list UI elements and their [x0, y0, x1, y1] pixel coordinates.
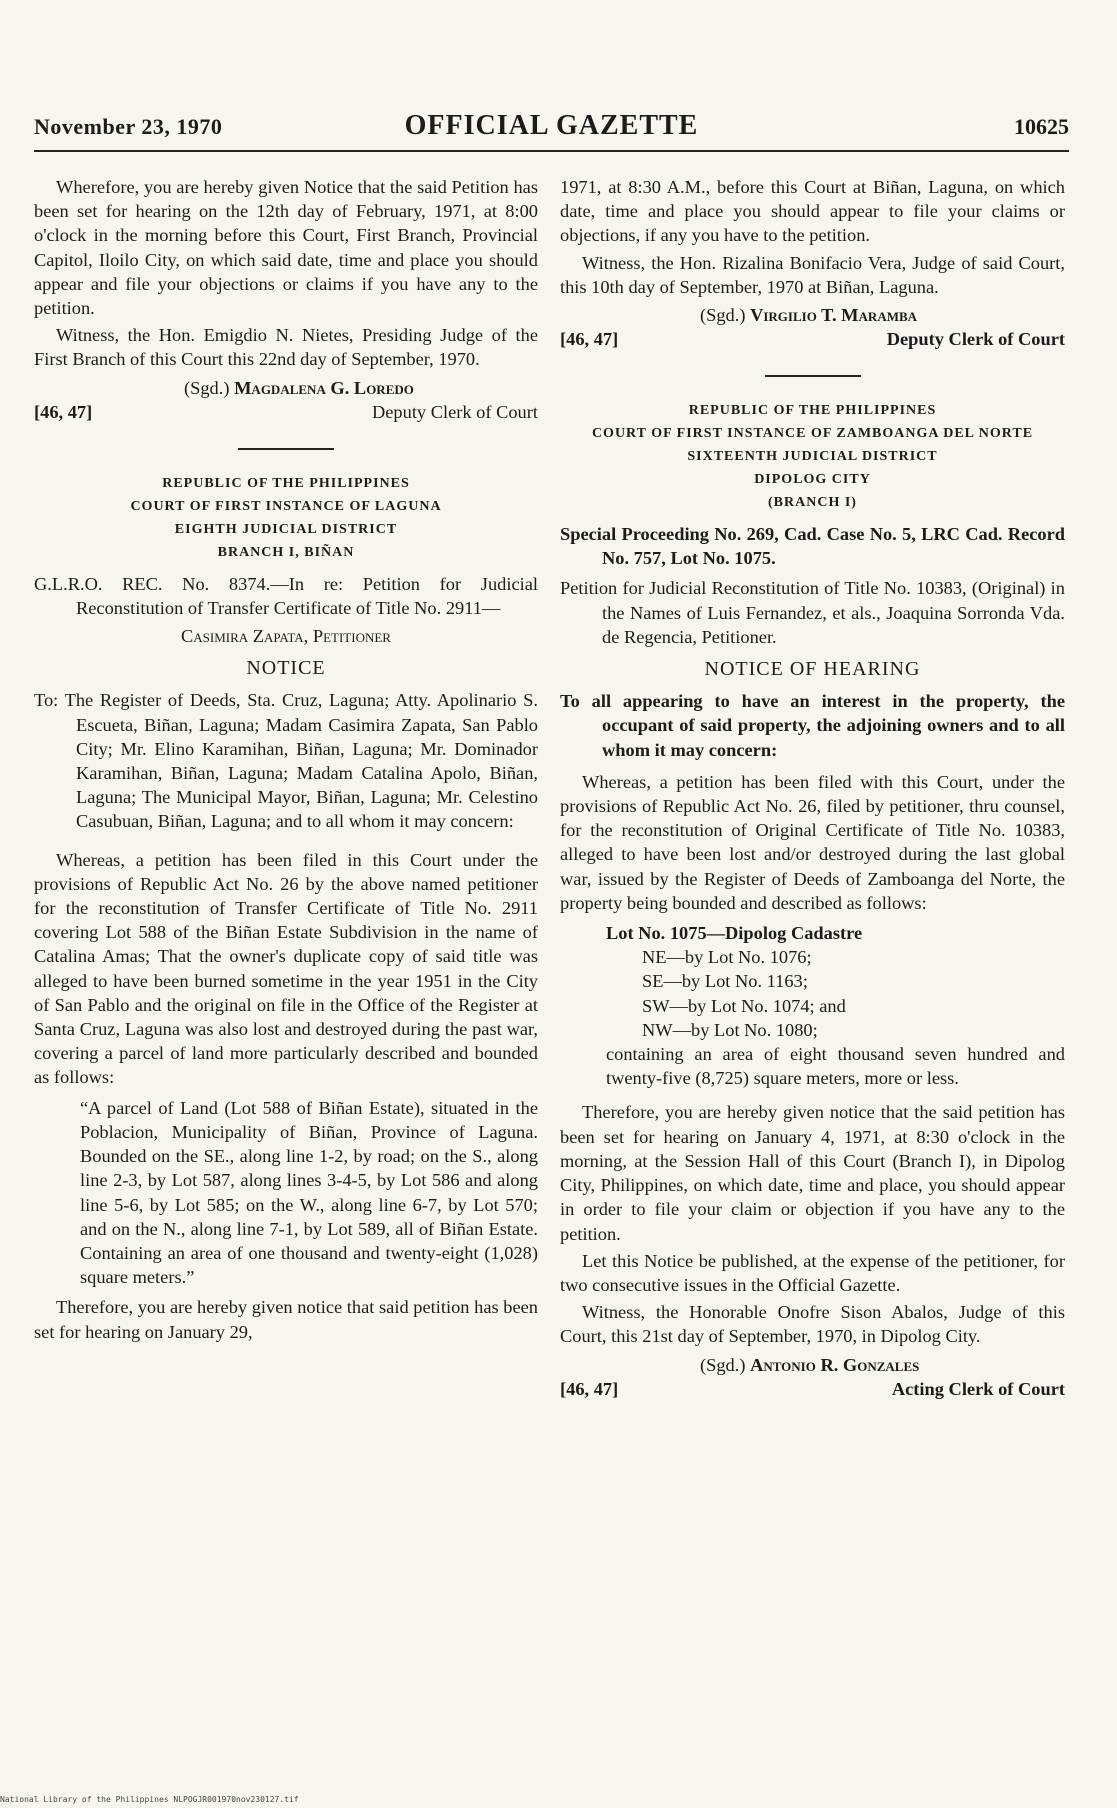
- signature-block: [34, 376, 538, 424]
- addressees: To: The Register of Deeds, Sta. Cruz, Laguna; Atty. Apolinario S. Escueta, Biñan, Laguna; Madam Casimira Zapata, San Pablo City; Mr. Elino Karamihan, Biñan, Laguna; Mr. Dominador Karamihan, Biñan, Laguna; Madam Catalina Apolo, Biñan, Laguna; The Municipal Mayor, Biñan, Laguna; Mr. Celestino Casubuan, Biñan, Laguna; and to all whom it may concern:: [34, 690, 538, 832]
- lot-bound: NW—by Lot No. 1080;: [642, 1019, 818, 1040]
- signatory-name: Antonio R. Gonzales: [750, 1354, 920, 1375]
- publication-paragraph: Let this Notice be published, at the expense of the petitioner, for two consecutive issues in the Official Gazette.: [560, 1250, 1065, 1295]
- lot-heading: Lot No. 1075—Dipolog Cadastre: [606, 923, 863, 944]
- court-line: DIPOLOG CITY: [754, 472, 871, 488]
- lot-bound: SW—by Lot No. 1074; and: [642, 995, 846, 1016]
- court-line: COURT OF FIRST INSTANCE OF ZAMBOANGA DEL NORTE: [591, 426, 1034, 442]
- signature-line: [184, 376, 414, 400]
- signatory-title: Deputy Clerk of Court: [886, 329, 1065, 350]
- signature-block: [560, 1353, 1065, 1401]
- court-line: REPUBLIC OF THE PHILIPPINES: [162, 475, 410, 491]
- signature-line: [700, 1353, 919, 1377]
- court-line: BRANCH I, BIÑAN: [217, 544, 355, 560]
- signatory-name: Virgilio T. Maramba: [750, 305, 918, 326]
- whereas-paragraph: Whereas, a petition has been filed in this Court under the provisions of Republic Act No. 26 by the above named petitioner for the reconstitution of Transfer Certificate of Title No. 2911 covering Lot 588 of the Biñan Estate Subdivision in the name of Catalina Amas; That the owner's duplicate copy of said title was alleged to have been burned sometime in the year 1951 in the City of San Pablo and the original on file in the Office of the Register at Santa Cruz, Laguna was also lost and destroyed during the past war, covering a parcel of land more particularly described and bounded as follows:: [34, 849, 538, 1088]
- lot-bound: SE—by Lot No. 1163;: [642, 971, 808, 992]
- sgd-label: (Sgd.): [700, 1354, 746, 1375]
- court-heading: [34, 472, 538, 564]
- lot-description: [560, 921, 1065, 1090]
- therefore-paragraph: Therefore, you are hereby given notice that said petition has been set for hearing on January 29,: [34, 1297, 538, 1342]
- right-column: [560, 175, 1065, 1401]
- notice-title: NOTICE OF HEARING: [704, 658, 921, 681]
- signatory-name: Magdalena G. Loredo: [234, 377, 414, 398]
- signatory-title: Deputy Clerk of Court: [371, 401, 538, 422]
- section-divider: [765, 375, 861, 377]
- section-divider: [238, 448, 334, 450]
- addressees: To all appearing to have an interest in the property, the occupant of said property, the adjoining owners and to all whom it may concern:: [560, 691, 1065, 760]
- special-proceeding: Special Proceeding No. 269, Cad. Case No. 5, LRC Cad. Record No. 757, Lot No. 1075.: [560, 524, 1065, 569]
- notice-title: NOTICE: [246, 657, 326, 680]
- court-line: SIXTEENTH JUDICIAL DISTRICT: [687, 449, 938, 465]
- header-rule: [34, 150, 1069, 152]
- scan-footer: National Library of the Philippines NLPOGJR001970nov230127.tif: [0, 1795, 299, 1804]
- continued-paragraph: 1971, at 8:30 A.M., before this Court at Biñan, Laguna, on which date, time and place you should appear to file your claims or objections, if any you have to the petition.: [560, 177, 1065, 246]
- page-number: 10625: [1014, 114, 1069, 139]
- signature-line: [700, 303, 917, 327]
- witness-paragraph: Witness, the Honorable Onofre Sison Abalos, Judge of this Court, this 21st day of September, 1970, in Dipolog City.: [560, 1302, 1065, 1347]
- sgd-label: (Sgd.): [700, 305, 746, 326]
- case-reference: G.L.R.O. REC. No. 8374.—In re: Petition for Judicial Reconstitution of Transfer Certificate of Title No. 2911—: [34, 573, 538, 618]
- whereas-paragraph: Whereas, a petition has been filed with this Court, under the provisions of Republic Act No. 26, filed by petitioner, thru counsel, for the reconstitution of Original Certificate of Title No. 10383, alleged to have been lost and/or destroyed during the last global war, issued by the Register of Deeds of Zamboanga del Norte, the property being bounded and described as follows:: [560, 771, 1065, 913]
- court-heading: [560, 399, 1065, 514]
- sgd-label: (Sgd.): [184, 377, 230, 398]
- therefore-paragraph: Therefore, you are hereby given notice that the said petition has been set for hearing on January 4, 1971, at 8:30 o'clock in the morning, at the Session Hall of this Court (Branch I), in Dipolog City, Philippines, on which date, time and place, you should appear in order to file your claim or objection if you have any to the petition.: [560, 1102, 1065, 1244]
- left-column: [34, 175, 538, 1347]
- issue-ref: [46, 47]: [560, 1378, 619, 1399]
- court-line: EIGHTH JUDICIAL DISTRICT: [174, 521, 398, 537]
- court-line: (BRANCH I): [768, 495, 857, 511]
- witness-paragraph: Witness, the Hon. Rizalina Bonifacio Vera, Judge of said Court, this 10th day of September, 1970 at Biñan, Laguna.: [560, 252, 1065, 297]
- signatory-title: Acting Clerk of Court: [891, 1378, 1065, 1399]
- witness-paragraph: Witness, the Hon. Emigdio N. Nietes, Presiding Judge of the First Branch of this Court this 22nd day of September, 1970.: [34, 325, 538, 370]
- page-header: [34, 110, 1069, 146]
- issue-ref: [46, 47]: [560, 329, 619, 350]
- lot-bound: NE—by Lot No. 1076;: [642, 947, 812, 968]
- issue-ref: [46, 47]: [34, 401, 93, 422]
- wherefore-paragraph: Wherefore, you are hereby given Notice that the said Petition has been set for hearing on the 12th day of February, 1971, at 8:00 o'clock in the morning before this Court, First Branch, Provincial Capitol, Iloilo City, on which said date, time and place you should appear and file your objections or claims if you have any to the petition.: [34, 177, 538, 319]
- lot-area: containing an area of eight thousand seven hundred and twenty-five (8,725) square meters, more or less.: [606, 1044, 1065, 1089]
- petition-title: Petition for Judicial Reconstitution of Title No. 10383, (Original) in the Names of Luis Fernandez, et als., Joaquina Sorronda Vda. de Regencia, Petitioner.: [560, 578, 1065, 647]
- petitioner-line: Casimira Zapata, Petitioner: [181, 626, 391, 647]
- publication-title: OFFICIAL GAZETTE: [404, 110, 699, 141]
- court-line: COURT OF FIRST INSTANCE OF LAGUNA: [130, 498, 442, 514]
- property-description: “A parcel of Land (Lot 588 of Biñan Estate), situated in the Poblacion, Municipality of Biñan, Province of Laguna. Bounded on the SE., along line 1-2, by road; on the S., along line 2-3, by Lot 587, along lines 3-4-5, by Lot 586 and along line 5-6, by Lot 585; on the W., along line 6-7, by Lot 570; and on the N., along line 7-1, by Lot 589, all of Biñan Estate. Containing an area of one thousand and twenty-eight (1,028) square meters.”: [80, 1097, 538, 1288]
- issue-date: November 23, 1970: [34, 114, 223, 139]
- court-line: REPUBLIC OF THE PHILIPPINES: [688, 403, 937, 419]
- signature-block: [560, 303, 1065, 351]
